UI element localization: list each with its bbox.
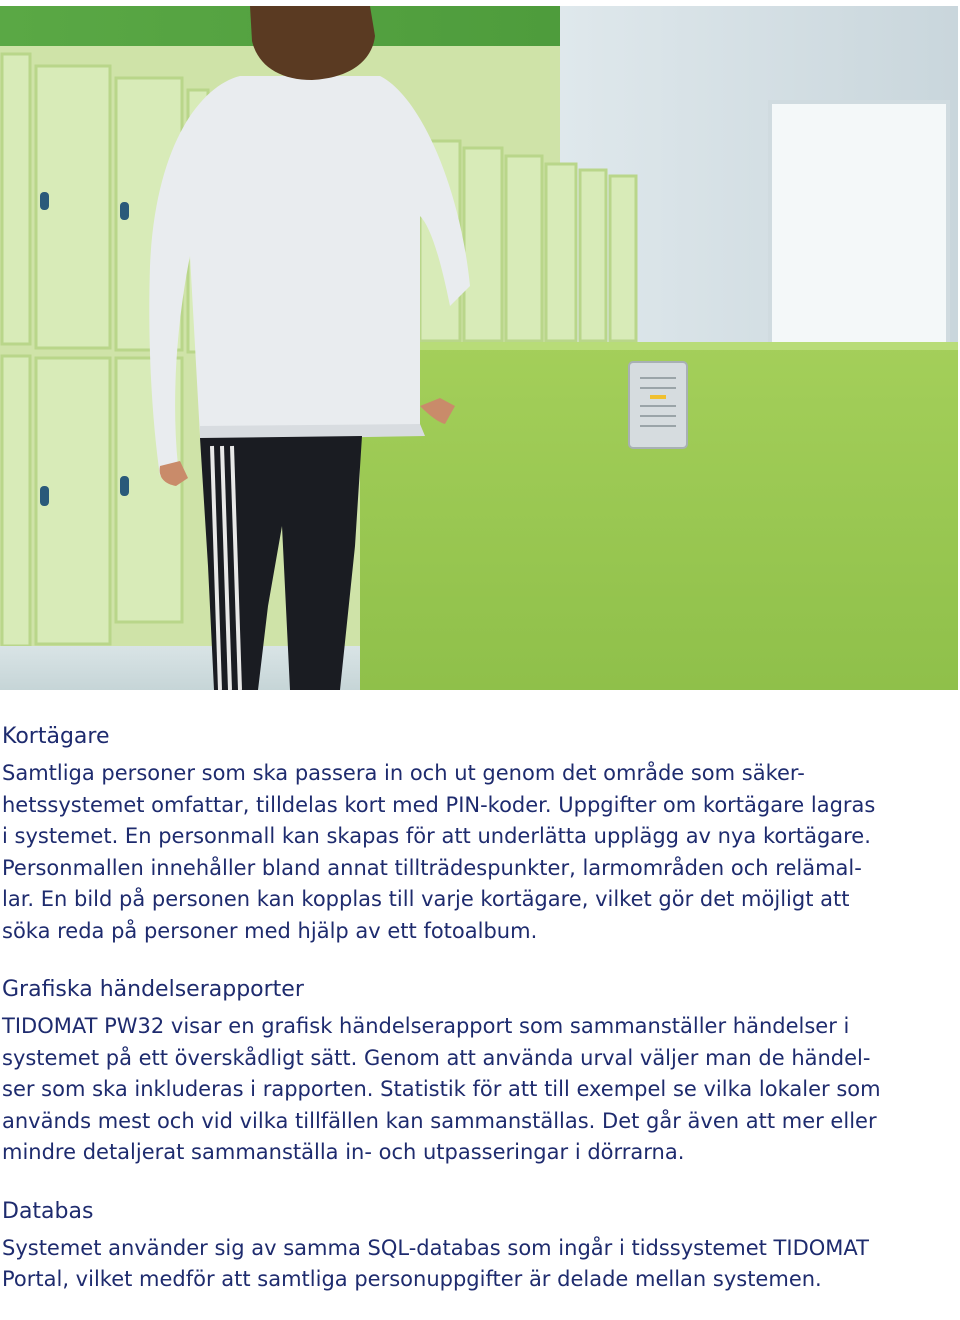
text-line: mindre detaljerat sammanställa in- och utpasseringar i dörrarna.: [2, 1140, 685, 1164]
text-content: [2, 722, 952, 1296]
text-line: systemet på ett överskådligt sätt. Genom att använda urval väljer man de händel-: [2, 1045, 871, 1070]
section-heading: Databas: [2, 1198, 94, 1224]
section-grafiska-handelserapporter: [2, 975, 952, 1169]
text-line: i systemet. En personmall kan skapas för att underlätta upplägg av nya kortägare.: [2, 824, 871, 848]
section-paragraph: [2, 1011, 952, 1169]
section-paragraph: [2, 758, 952, 947]
section-paragraph: [2, 1233, 952, 1296]
text-line: ser som ska inkluderas i rapporten. Statistik för att till exempel se vilka lokaler som: [2, 1077, 881, 1101]
text-line: Samtliga personer som ska passera in och ut genom det område som säker-: [2, 761, 805, 785]
text-line: Portal, vilket medför att samtliga personuppgifter är delade mellan systemen.: [2, 1267, 822, 1291]
section-heading: Kortägare: [2, 724, 110, 749]
text-line: Systemet använder sig av samma SQL-databas som ingår i tidssystemet TIDOMAT: [2, 1235, 869, 1260]
section-heading: Grafiska händelserapporter: [2, 977, 304, 1002]
section-databas: [2, 1197, 952, 1296]
school-corridor-photo: [0, 6, 958, 690]
section-kortagare: [2, 722, 952, 947]
text-line: söka reda på personer med hjälp av ett fotoalbum.: [2, 918, 538, 943]
text-line: lar. En bild på personen kan kopplas till varje kortägare, vilket gör det möjligt att: [2, 887, 850, 911]
text-line: används mest och vid vilka tillfällen kan sammanställas. Det går även att mer eller: [2, 1108, 877, 1133]
text-line: Personmallen innehåller bland annat tillträdespunkter, larmområden och relämal-: [2, 855, 862, 880]
text-line: TIDOMAT PW32 visar en grafisk händelserapport som sammanställer händelser i: [2, 1014, 850, 1038]
text-line: hetssystemet omfattar, tilldelas kort med PIN-koder. Uppgifter om kortägare lagras: [2, 792, 876, 817]
